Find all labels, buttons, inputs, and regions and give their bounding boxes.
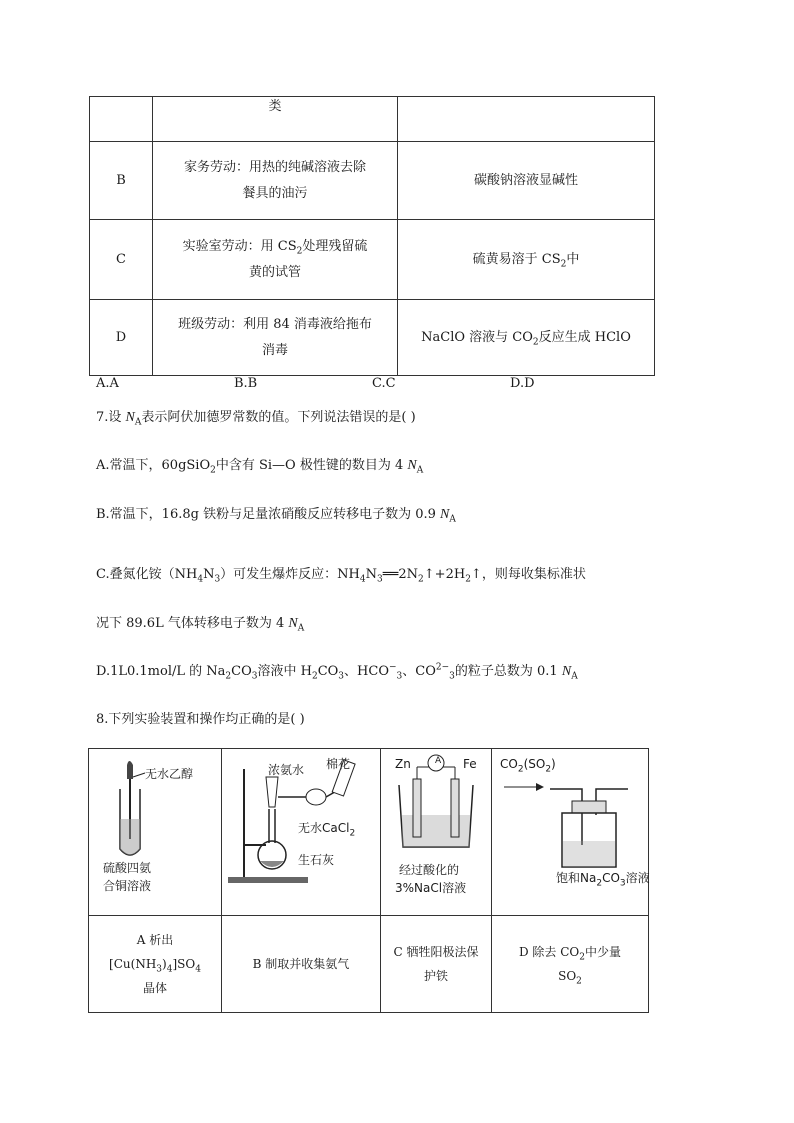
label-solution-2: 合铜溶液	[103, 879, 152, 893]
text-part: 溶液	[625, 871, 650, 885]
row-label: B	[90, 142, 153, 220]
label-solution-2: 3%NaCl溶液	[395, 881, 467, 895]
subscript: 3	[338, 671, 345, 682]
activity-cell	[153, 142, 398, 220]
text-part: D.1L0.1mol/L 的 Na	[96, 664, 226, 679]
text-part: )	[162, 957, 167, 971]
subscript: 2	[545, 764, 552, 775]
figure-c	[381, 749, 492, 916]
text-part: A.常温下，60gSiO	[96, 458, 211, 473]
subscript: 2	[576, 976, 582, 987]
label-na2co3	[556, 869, 650, 889]
subscript: 4	[197, 574, 204, 585]
subscript: 4	[359, 574, 366, 585]
label-solution-1: 硫酸四氨	[103, 861, 152, 875]
subscript: 3	[449, 671, 455, 682]
cell-text: 家务劳动：用热的纯碱溶液去除	[183, 159, 366, 175]
activity-cell	[153, 220, 398, 300]
question-7-option-b[interactable]	[96, 503, 456, 523]
subscript: 3	[619, 878, 626, 889]
caption-text: A 析出	[136, 933, 174, 947]
subscript: A	[297, 623, 305, 634]
caption-text	[492, 964, 648, 988]
meter-label: A	[435, 756, 442, 766]
figure-row	[89, 749, 649, 916]
cell-text: 黄的试管	[248, 264, 301, 280]
activity-cell	[153, 300, 398, 376]
avogadro-symbol: N	[561, 664, 572, 679]
text-part: SO	[558, 969, 577, 983]
subscript: A	[571, 671, 578, 682]
avogadro-symbol: N	[407, 458, 417, 473]
text-part: CO	[602, 871, 620, 885]
dropper-bulb	[127, 761, 133, 779]
subscript: 2	[418, 574, 424, 585]
question-7-stem	[96, 406, 416, 426]
subscript: 2	[579, 952, 585, 963]
avogadro-symbol: N	[440, 507, 450, 522]
subscript: 4	[195, 964, 201, 975]
subscript: 2	[210, 465, 216, 476]
label-cacl2	[298, 819, 356, 839]
reason-cell: 碳酸钠溶液显碱性	[398, 142, 655, 220]
caption-row	[89, 916, 649, 1013]
caption-text	[492, 940, 648, 964]
caption-c[interactable]	[381, 916, 492, 1013]
text-part: CO	[317, 664, 339, 679]
text-part: C.叠氮化铵（NH	[96, 567, 198, 582]
text-part: NaClO 溶液与 CO	[421, 329, 533, 345]
figure-d	[492, 749, 649, 916]
subscript: A	[449, 514, 456, 525]
option-d[interactable]: D.D	[510, 376, 535, 391]
table-cell	[398, 97, 655, 142]
text-part: 无水CaCl	[298, 821, 350, 835]
text-part: 硫黄易溶于 CS	[472, 251, 561, 267]
text-part: D 除去 CO	[518, 945, 580, 959]
caption-d[interactable]	[492, 916, 649, 1013]
superscript: −	[388, 662, 397, 673]
text-part: [Cu(NH	[109, 957, 157, 971]
funnel	[266, 777, 278, 807]
text-part: ══2N	[382, 567, 419, 582]
subscript: 3	[251, 671, 258, 682]
leader-line	[133, 773, 145, 777]
q6-table	[89, 96, 655, 376]
label-ethanol: 无水乙醇	[145, 767, 194, 781]
table-row	[90, 220, 655, 300]
subscript: 3	[377, 574, 383, 585]
table-row	[90, 142, 655, 220]
question-8-stem: 8.下列实验装置和操作均正确的是( )	[96, 712, 305, 727]
liquid	[563, 841, 615, 867]
text-part: ）可发生爆炸反应：NH	[220, 567, 360, 582]
subscript: 3	[396, 671, 403, 682]
label-zn: Zn	[395, 757, 411, 771]
cell-text: 餐具的油污	[242, 185, 308, 201]
drying-tube	[306, 789, 326, 805]
label-gas	[500, 757, 556, 775]
subscript: 2	[465, 574, 471, 585]
text-part: 况下 89.6L 气体转移电子数为 4	[96, 616, 289, 631]
subscript: 2	[560, 259, 567, 270]
label-ammonia-water: 浓氨水	[268, 763, 305, 777]
inlet-tube	[550, 789, 582, 845]
figure-b	[222, 749, 381, 916]
row-label: D	[90, 300, 153, 376]
table-cell	[90, 97, 153, 142]
caption-text: C 牺牲阳极法保	[393, 945, 479, 959]
table-cell	[153, 97, 398, 142]
figure-a	[89, 749, 222, 916]
solution	[402, 815, 470, 847]
cell-text: 班级劳动：利用 84 消毒液给拖布	[178, 316, 372, 332]
subscript: 3	[214, 574, 221, 585]
text-part: ↑，则每收集标准状	[470, 567, 586, 582]
option-c[interactable]: C.C	[372, 376, 396, 391]
text-part: 实验室劳动：用 CS	[182, 238, 297, 254]
caption-text: 护铁	[423, 969, 448, 983]
stand-base	[228, 877, 308, 883]
subscript: A	[134, 417, 142, 428]
label-quicklime: 生石灰	[298, 853, 335, 867]
text-part: 反应生成 HClO	[538, 329, 631, 345]
subscript: 2	[311, 671, 318, 682]
option-a[interactable]: A.A	[96, 376, 119, 391]
subscript: 2	[517, 764, 524, 775]
gas-wash-bottle-diagram	[492, 749, 648, 915]
text-part: )	[551, 757, 556, 771]
text-part: 溶液中 H	[257, 664, 312, 679]
caption-b[interactable]: B 制取并收集氨气	[222, 916, 381, 1013]
text-part: 表示阿伏加德罗常数的值。下列说法错误的是( )	[141, 410, 416, 425]
caption-a[interactable]	[89, 916, 222, 1013]
label-fe: Fe	[463, 757, 477, 771]
subscript: 3	[156, 964, 163, 975]
table-row	[90, 300, 655, 376]
cell-text	[161, 234, 389, 260]
cell-text: 消毒	[261, 342, 288, 358]
caption-formula	[89, 952, 221, 976]
text-part: 7.设	[96, 410, 126, 425]
text-part: ↑+2H	[423, 567, 466, 582]
text-part: 、CO	[402, 664, 436, 679]
reason-cell	[398, 220, 655, 300]
text-part: 中含有 Si—O 极性键的数目为 4	[215, 458, 408, 473]
text-part: (SO	[523, 757, 546, 771]
question-7-option-d[interactable]	[96, 660, 578, 680]
question-7-option-c[interactable]	[96, 563, 586, 585]
cell-text: 类	[268, 99, 282, 114]
text-part: B.常温下，16.8g 铁粉与足量浓硝酸反应转移电子数为 0.9	[96, 507, 441, 522]
label-solution-1: 经过酸化的	[399, 863, 460, 877]
fe-electrode	[451, 779, 459, 837]
avogadro-symbol: N	[125, 410, 135, 425]
arrow-head	[536, 783, 544, 791]
subscript: 2	[296, 246, 303, 257]
text-part: CO	[231, 664, 252, 679]
superscript: 2−	[435, 662, 450, 673]
subscript: 2	[532, 337, 539, 348]
reason-cell	[398, 300, 655, 376]
text-part: 的粒子总数为 0.1	[454, 664, 562, 679]
text-part: 中	[566, 251, 580, 267]
option-b[interactable]: B.B	[234, 376, 258, 391]
text-part: 、HCO	[344, 664, 389, 679]
subscript: 2	[349, 828, 356, 839]
question-7-option-a[interactable]	[96, 454, 423, 474]
text-part: 饱和Na	[556, 871, 597, 885]
label-cotton: 棉花	[326, 757, 351, 771]
apparatus-table	[88, 748, 649, 1013]
text-part: N	[203, 567, 215, 582]
subscript: 2	[596, 878, 603, 889]
text-part: ]SO	[172, 957, 196, 971]
caption-text: 晶体	[142, 981, 167, 995]
subscript: A	[416, 465, 424, 476]
row-label: C	[90, 220, 153, 300]
subscript: 2	[225, 671, 232, 682]
text-part: 处理残留硫	[302, 238, 368, 254]
text-part: CO	[500, 757, 518, 771]
avogadro-symbol: N	[288, 616, 298, 631]
text-part: N	[365, 567, 377, 582]
liquid	[120, 819, 140, 855]
subscript: 4	[166, 964, 173, 975]
text-part: 中少量	[585, 945, 622, 959]
question-7-option-c-cont	[96, 612, 304, 632]
stopper	[572, 801, 606, 813]
zn-electrode	[413, 779, 421, 837]
